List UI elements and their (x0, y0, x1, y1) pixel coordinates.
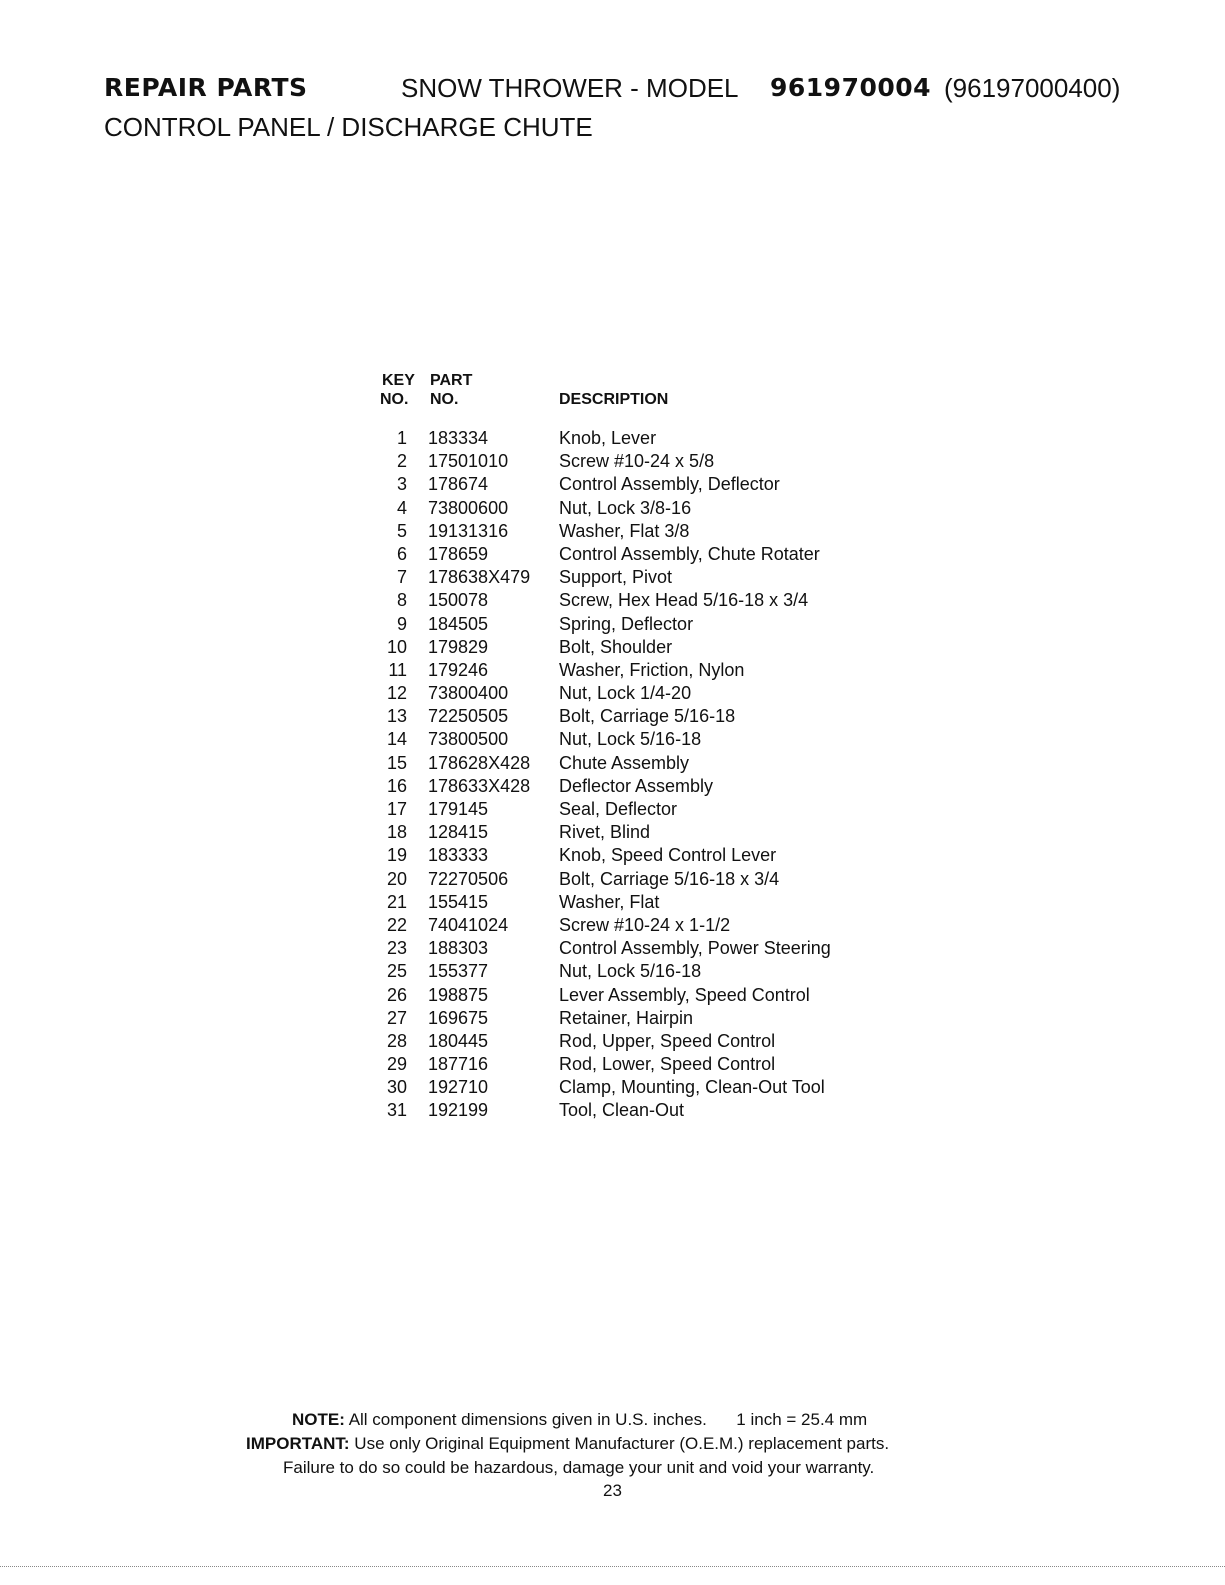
part-number-cell: 73800400 (428, 683, 509, 704)
bottom-divider (0, 1566, 1225, 1567)
part-number-cell: 188303 (428, 938, 489, 959)
part-number-cell: 192199 (428, 1100, 489, 1121)
key-cell: 25 (386, 961, 407, 982)
part-column-header-line1: PART (430, 372, 473, 389)
table-row (370, 1076, 890, 1099)
table-row (370, 613, 890, 636)
key-cell: 13 (386, 706, 407, 727)
model-label: SNOW THROWER - MODEL (401, 73, 739, 103)
key-cell: 30 (386, 1077, 407, 1098)
part-number-cell: 180445 (428, 1030, 489, 1051)
table-row (370, 589, 890, 612)
key-cell: 29 (386, 1054, 407, 1075)
table-row (370, 984, 890, 1007)
table-row (370, 497, 890, 520)
description-cell: Nut, Lock 5/16-18 (559, 729, 702, 750)
table-row (370, 891, 890, 914)
description-cell: Bolt, Shoulder (559, 636, 673, 657)
part-number-cell: 183333 (428, 845, 489, 866)
table-row (370, 636, 890, 659)
table-row (370, 821, 890, 844)
page-number: 23 (603, 1481, 622, 1500)
description-cell: Retainer, Hairpin (559, 1007, 694, 1028)
part-number-cell: 150078 (428, 590, 489, 611)
table-row (370, 1007, 890, 1030)
description-cell: Screw #10-24 x 5/8 (559, 451, 715, 472)
table-row (370, 844, 890, 867)
model-number: 961970004 (770, 73, 932, 102)
key-cell: 3 (396, 474, 407, 495)
key-cell: 4 (396, 497, 407, 518)
part-number-cell: 184505 (428, 613, 489, 634)
description-cell: Lever Assembly, Speed Control (559, 984, 810, 1005)
key-cell: 19 (386, 845, 407, 866)
table-row (370, 450, 890, 473)
part-number-cell: 183334 (428, 428, 489, 448)
part-number-cell: 178633X428 (428, 775, 531, 796)
key-cell: 10 (386, 636, 407, 657)
key-cell: 23 (386, 938, 407, 959)
table-row (370, 775, 890, 798)
key-cell: 20 (386, 868, 407, 889)
description-cell: Spring, Deflector (559, 613, 694, 634)
part-number-cell: 128415 (428, 822, 489, 843)
key-cell: 11 (388, 659, 407, 680)
table-row (370, 427, 890, 450)
important-text: Use only Original Equipment Manufacturer (O.E.M.) replacement parts. (354, 1434, 890, 1453)
key-cell: 16 (386, 775, 407, 796)
table-row (370, 728, 890, 751)
key-cell: 21 (386, 891, 407, 912)
table-row (370, 705, 890, 728)
key-cell: 8 (396, 590, 407, 611)
table-row (370, 566, 890, 589)
part-number-cell: 178659 (428, 543, 489, 564)
description-cell: Nut, Lock 3/8-16 (559, 497, 692, 518)
part-number-cell: 155415 (428, 891, 489, 912)
note-label: NOTE: (292, 1410, 345, 1429)
description-cell: Tool, Clean-Out (559, 1100, 685, 1121)
key-cell: 27 (386, 1007, 407, 1028)
key-cell: 26 (386, 984, 407, 1005)
part-number-cell: 169675 (428, 1007, 489, 1028)
table-row (370, 682, 890, 705)
description-cell: Chute Assembly (559, 752, 690, 773)
part-number-cell: 72250505 (428, 706, 509, 727)
key-cell: 7 (396, 567, 407, 588)
key-cell: 17 (386, 799, 407, 819)
table-row (370, 659, 890, 682)
description-cell: Clamp, Mounting, Clean-Out Tool (559, 1077, 825, 1098)
key-column-header-line2: NO. (380, 391, 409, 408)
description-column-header: DESCRIPTION (559, 391, 669, 408)
important-label: IMPORTANT: (246, 1434, 350, 1453)
part-number-cell: 72270506 (428, 868, 509, 889)
description-cell: Washer, Flat 3/8 (559, 520, 690, 541)
parts-list (370, 427, 890, 1123)
description-cell: Control Assembly, Power Steering (559, 938, 831, 959)
key-cell: 9 (396, 613, 407, 634)
description-cell: Screw, Hex Head 5/16-18 x 3/4 (559, 590, 809, 611)
description-cell: Nut, Lock 5/16-18 (559, 961, 702, 982)
model-alt-number: (96197000400) (944, 73, 1121, 103)
table-row (370, 798, 890, 821)
part-number-cell: 178674 (428, 474, 489, 495)
description-cell: Rod, Lower, Speed Control (559, 1054, 776, 1075)
note-text: All component dimensions given in U.S. inches. (348, 1410, 707, 1429)
failure-warning-text: Failure to do so could be hazardous, damage your unit and void your warranty. (283, 1458, 875, 1477)
key-cell: 12 (386, 683, 407, 704)
table-row (370, 937, 890, 960)
key-cell: 18 (386, 822, 407, 843)
description-cell: Nut, Lock 1/4-20 (559, 683, 692, 704)
description-cell: Bolt, Carriage 5/16-18 (559, 706, 736, 727)
part-number-cell: 73800600 (428, 497, 509, 518)
part-number-cell: 179246 (428, 659, 489, 680)
part-number-cell: 179145 (428, 799, 489, 819)
note-line (292, 1408, 867, 1431)
part-number-cell: 198875 (428, 984, 489, 1005)
important-line (246, 1432, 889, 1455)
description-cell: Support, Pivot (559, 567, 673, 588)
part-number-cell: 73800500 (428, 729, 509, 750)
table-row (370, 473, 890, 496)
key-column-header-line1: KEY (382, 372, 415, 389)
table-row (370, 1030, 890, 1053)
description-cell: Bolt, Carriage 5/16-18 x 3/4 (559, 868, 780, 889)
description-cell: Control Assembly, Deflector (559, 474, 780, 495)
part-number-cell: 155377 (428, 961, 489, 982)
description-cell: Rivet, Blind (559, 822, 651, 843)
key-cell: 31 (386, 1100, 407, 1121)
description-cell: Washer, Flat (559, 891, 660, 912)
table-row (370, 868, 890, 891)
part-number-cell: 192710 (428, 1077, 489, 1098)
part-number-cell: 17501010 (428, 451, 509, 472)
table-row (370, 1053, 890, 1076)
table-row (370, 543, 890, 566)
part-number-cell: 187716 (428, 1054, 489, 1075)
key-cell: 6 (396, 543, 407, 564)
table-row (370, 914, 890, 937)
key-cell: 5 (396, 520, 407, 541)
key-cell: 1 (396, 428, 407, 448)
description-cell: Deflector Assembly (559, 775, 714, 796)
description-cell: Control Assembly, Chute Rotater (559, 543, 820, 564)
section-title: CONTROL PANEL / DISCHARGE CHUTE (104, 112, 593, 142)
part-number-cell: 179829 (428, 636, 489, 657)
description-cell: Knob, Speed Control Lever (559, 845, 777, 866)
description-cell: Screw #10-24 x 1-1/2 (559, 914, 731, 935)
table-row (370, 1099, 890, 1122)
table-row (370, 960, 890, 983)
part-column-header-line2: NO. (430, 391, 459, 408)
part-number-cell: 19131316 (428, 520, 509, 541)
key-cell: 14 (386, 729, 407, 750)
description-cell: Washer, Friction, Nylon (559, 659, 745, 680)
table-row (370, 752, 890, 775)
key-cell: 15 (386, 752, 407, 773)
description-cell: Seal, Deflector (559, 799, 678, 819)
header-title-line (104, 70, 1144, 106)
description-cell: Knob, Lever (559, 428, 657, 448)
key-cell: 22 (386, 914, 407, 935)
part-number-cell: 74041024 (428, 914, 509, 935)
note-conversion: 1 inch = 25.4 mm (736, 1410, 868, 1429)
table-row (370, 520, 890, 543)
repair-parts-heading: REPAIR PARTS (104, 73, 308, 102)
part-number-cell: 178628X428 (428, 752, 531, 773)
part-number-cell: 178638X479 (428, 567, 531, 588)
description-cell: Rod, Upper, Speed Control (559, 1030, 776, 1051)
key-cell: 2 (396, 451, 407, 472)
key-cell: 28 (386, 1030, 407, 1051)
